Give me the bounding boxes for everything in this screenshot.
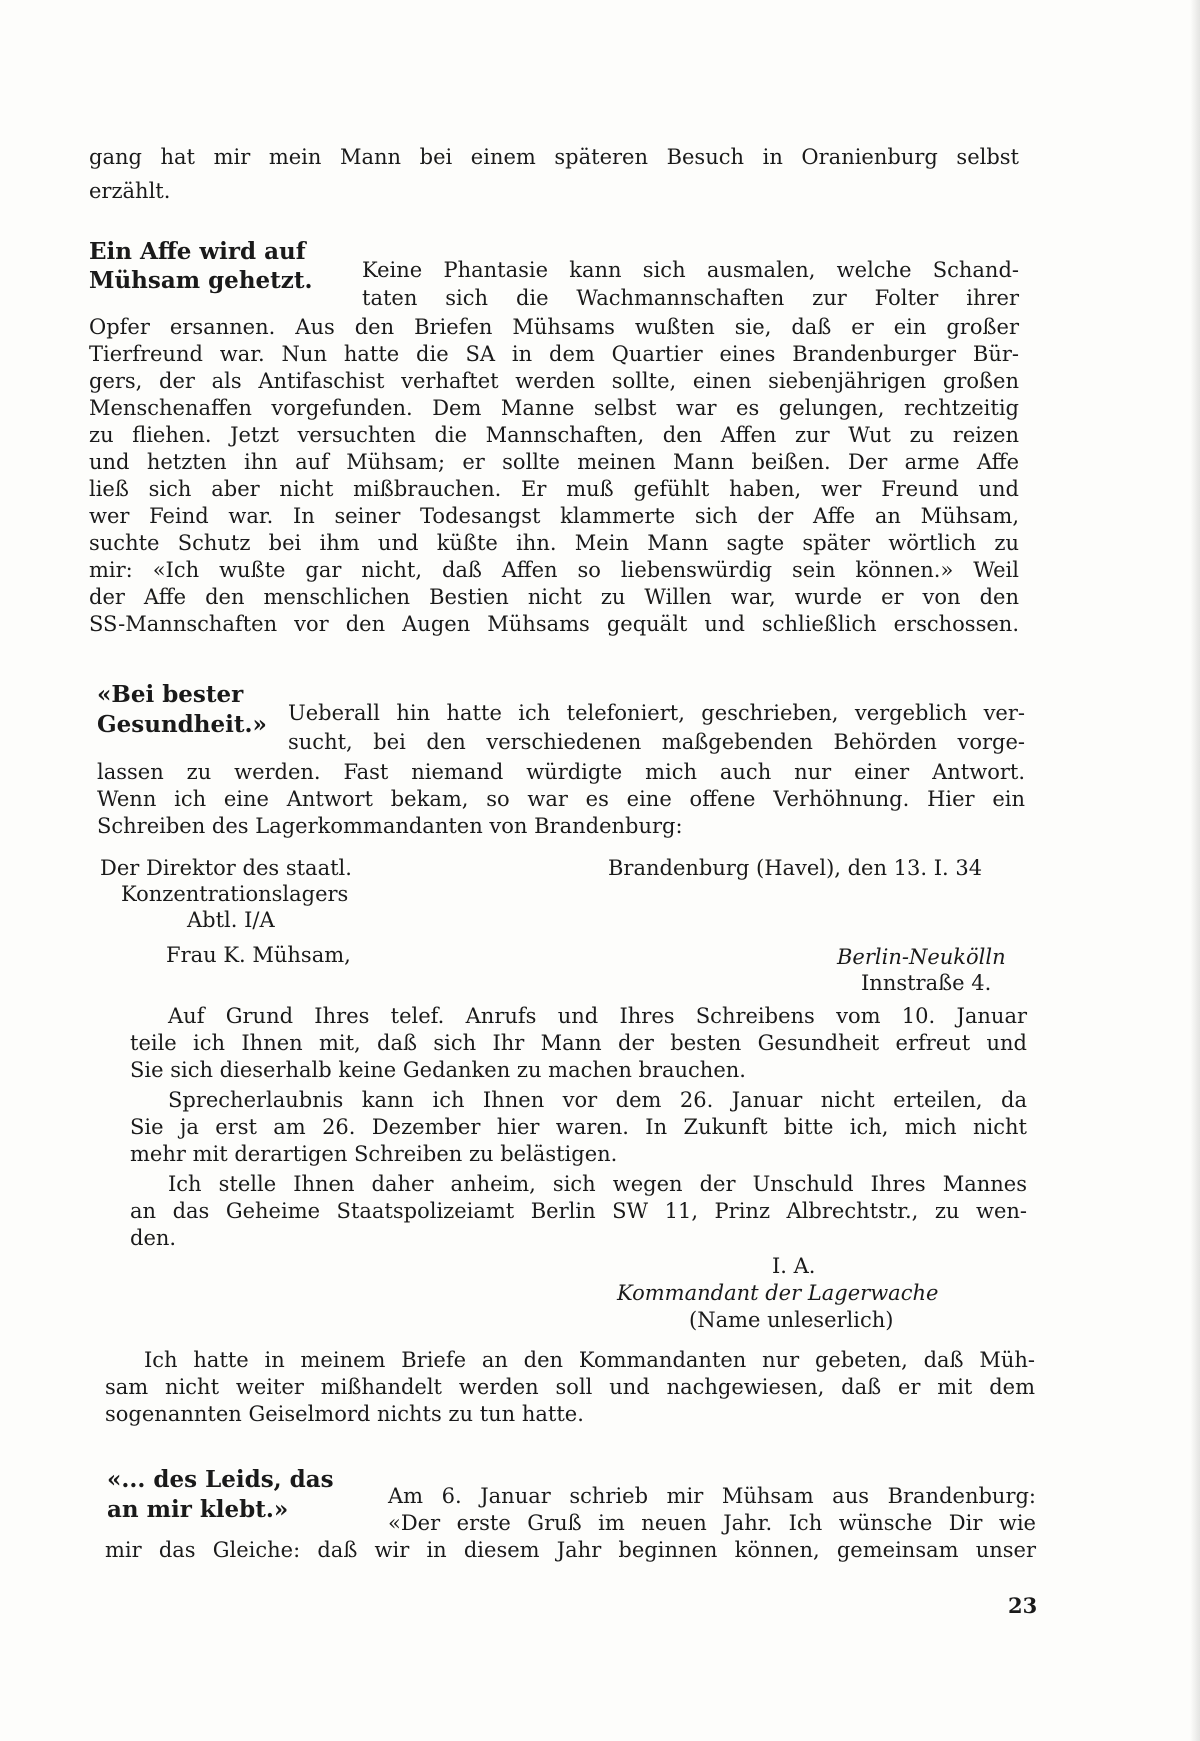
section3-heading-line-1: «... des Leids, das — [107, 1466, 334, 1493]
letter-body-line-9: den. — [130, 1226, 177, 1250]
section1-line-11: suchte Schutz bei ihm und küßte ihn. Mein Mann sagte später wörtlich zu — [89, 531, 1019, 555]
section2-heading-line-1: «Bei bester — [97, 681, 244, 708]
section1-heading-line-2: Mühsam gehetzt. — [89, 267, 313, 294]
section3-line-3: mir das Gleiche: daß wir in diesem Jahr beginnen können, gemeinsam unser — [105, 1538, 1036, 1562]
section1-line-9: ließ sich aber nicht mißbrauchen. Er muß gefühlt haben, wer Freund und — [89, 477, 1019, 501]
section1-heading-line-1: Ein Affe wird auf — [89, 238, 306, 265]
letter-recipient: Frau K. Mühsam, — [166, 943, 351, 967]
section2-line-2: sucht, bei den verschiedenen maßgebenden Behörden vorge- — [288, 730, 1025, 754]
letter-body-line-1: Auf Grund Ihres telef. Anrufs und Ihres Schreibens vom 10. Januar — [168, 1004, 1027, 1028]
letter-recipient-city: Berlin-Neukölln — [837, 945, 1006, 969]
letter-place-date: Brandenburg (Havel), den 13. I. 34 — [608, 856, 983, 880]
section1-line-14: SS-Mannschaften vor den Augen Mühsams gequält und schließlich erschossen. — [89, 612, 1019, 636]
letter-sign-ia: I. A. — [772, 1254, 816, 1278]
section3-heading-line-2: an mir klebt.» — [107, 1496, 289, 1523]
section1-line-13: der Affe den menschlichen Bestien nicht zu Willen war, wurde er von den — [89, 585, 1019, 609]
section1-line-3: Opfer ersannen. Aus den Briefen Mühsams wußten sie, daß er ein großer — [89, 315, 1019, 339]
section1-line-10: wer Feind war. In seiner Todesangst klammerte sich der Affe an Mühsam, — [89, 504, 1019, 528]
letter-sender-line-2: Konzentrationslagers — [121, 882, 349, 906]
page-number: 23 — [1008, 1593, 1038, 1618]
after-letter-line-3: sogenannten Geiselmord nichts zu tun hatte. — [105, 1402, 584, 1426]
letter-body-line-4: Sprecherlaubnis kann ich Ihnen vor dem 26. Januar nicht erteilen, da — [168, 1088, 1027, 1112]
page-edge-shadow — [1190, 0, 1200, 1741]
letter-sender-line-1: Der Direktor des staatl. — [100, 856, 352, 880]
intro-line-2: erzählt. — [89, 179, 171, 203]
section1-line-6: Menschenaffen vorgefunden. Dem Manne selbst war es gelungen, rechtzeitig — [89, 396, 1019, 420]
letter-body-line-2: teile ich Ihnen mit, daß sich Ihr Mann der besten Gesundheit erfreut und — [130, 1031, 1027, 1055]
intro-line-1: gang hat mir mein Mann bei einem späteren Besuch in Oranienburg selbst — [89, 145, 1019, 169]
letter-body-line-8: an das Geheime Staatspolizeiamt Berlin SW 11, Prinz Albrechtstr., zu wen- — [130, 1199, 1027, 1223]
section2-line-1: Ueberall hin hatte ich telefoniert, geschrieben, vergeblich ver- — [288, 701, 1025, 725]
section1-line-4: Tierfreund war. Nun hatte die SA in dem Quartier eines Brandenburger Bür- — [89, 342, 1019, 366]
section3-line-2: «Der erste Gruß im neuen Jahr. Ich wünsche Dir wie — [388, 1511, 1036, 1535]
section1-line-8: und hetzten ihn auf Mühsam; er sollte meinen Mann beißen. Der arme Affe — [89, 450, 1019, 474]
section2-line-3: lassen zu werden. Fast niemand würdigte mich auch nur einer Antwort. — [97, 760, 1025, 784]
after-letter-line-2: sam nicht weiter mißhandelt werden soll und nachgewiesen, daß er mit dem — [105, 1375, 1035, 1399]
letter-sender-line-3: Abtl. I/A — [187, 908, 275, 932]
section1-line-7: zu fliehen. Jetzt versuchten die Mannschaften, den Affen zur Wut zu reizen — [89, 423, 1019, 447]
section2-line-5: Schreiben des Lagerkommandanten von Brandenburg: — [97, 814, 683, 838]
section2-heading-line-2: Gesundheit.» — [97, 711, 267, 738]
section1-line-1: Keine Phantasie kann sich ausmalen, welche Schand- — [362, 258, 1019, 282]
letter-recipient-street: Innstraße 4. — [861, 971, 992, 995]
section2-line-4: Wenn ich eine Antwort bekam, so war es eine offene Verhöhnung. Hier ein — [97, 787, 1025, 811]
letter-body-line-7: Ich stelle Ihnen daher anheim, sich wegen der Unschuld Ihres Mannes — [168, 1172, 1027, 1196]
letter-sign-name: (Name unleserlich) — [689, 1308, 894, 1332]
section3-line-1: Am 6. Januar schrieb mir Mühsam aus Brandenburg: — [388, 1484, 1036, 1508]
after-letter-line-1: Ich hatte in meinem Briefe an den Kommandanten nur gebeten, daß Müh- — [144, 1348, 1035, 1372]
letter-sign-title: Kommandant der Lagerwache — [617, 1281, 939, 1305]
letter-body-line-3: Sie sich dieserhalb keine Gedanken zu machen brauchen. — [130, 1058, 746, 1082]
section1-line-2: taten sich die Wachmannschaften zur Folter ihrer — [362, 286, 1019, 310]
section1-line-12: mir: «Ich wußte gar nicht, daß Affen so liebenswürdig sein können.» Weil — [89, 558, 1019, 582]
letter-body-line-6: mehr mit derartigen Schreiben zu belästigen. — [130, 1142, 618, 1166]
section1-line-5: gers, der als Antifaschist verhaftet werden sollte, einen siebenjährigen großen — [89, 369, 1019, 393]
letter-body-line-5: Sie ja erst am 26. Dezember hier waren. In Zukunft bitte ich, mich nicht — [130, 1115, 1027, 1139]
